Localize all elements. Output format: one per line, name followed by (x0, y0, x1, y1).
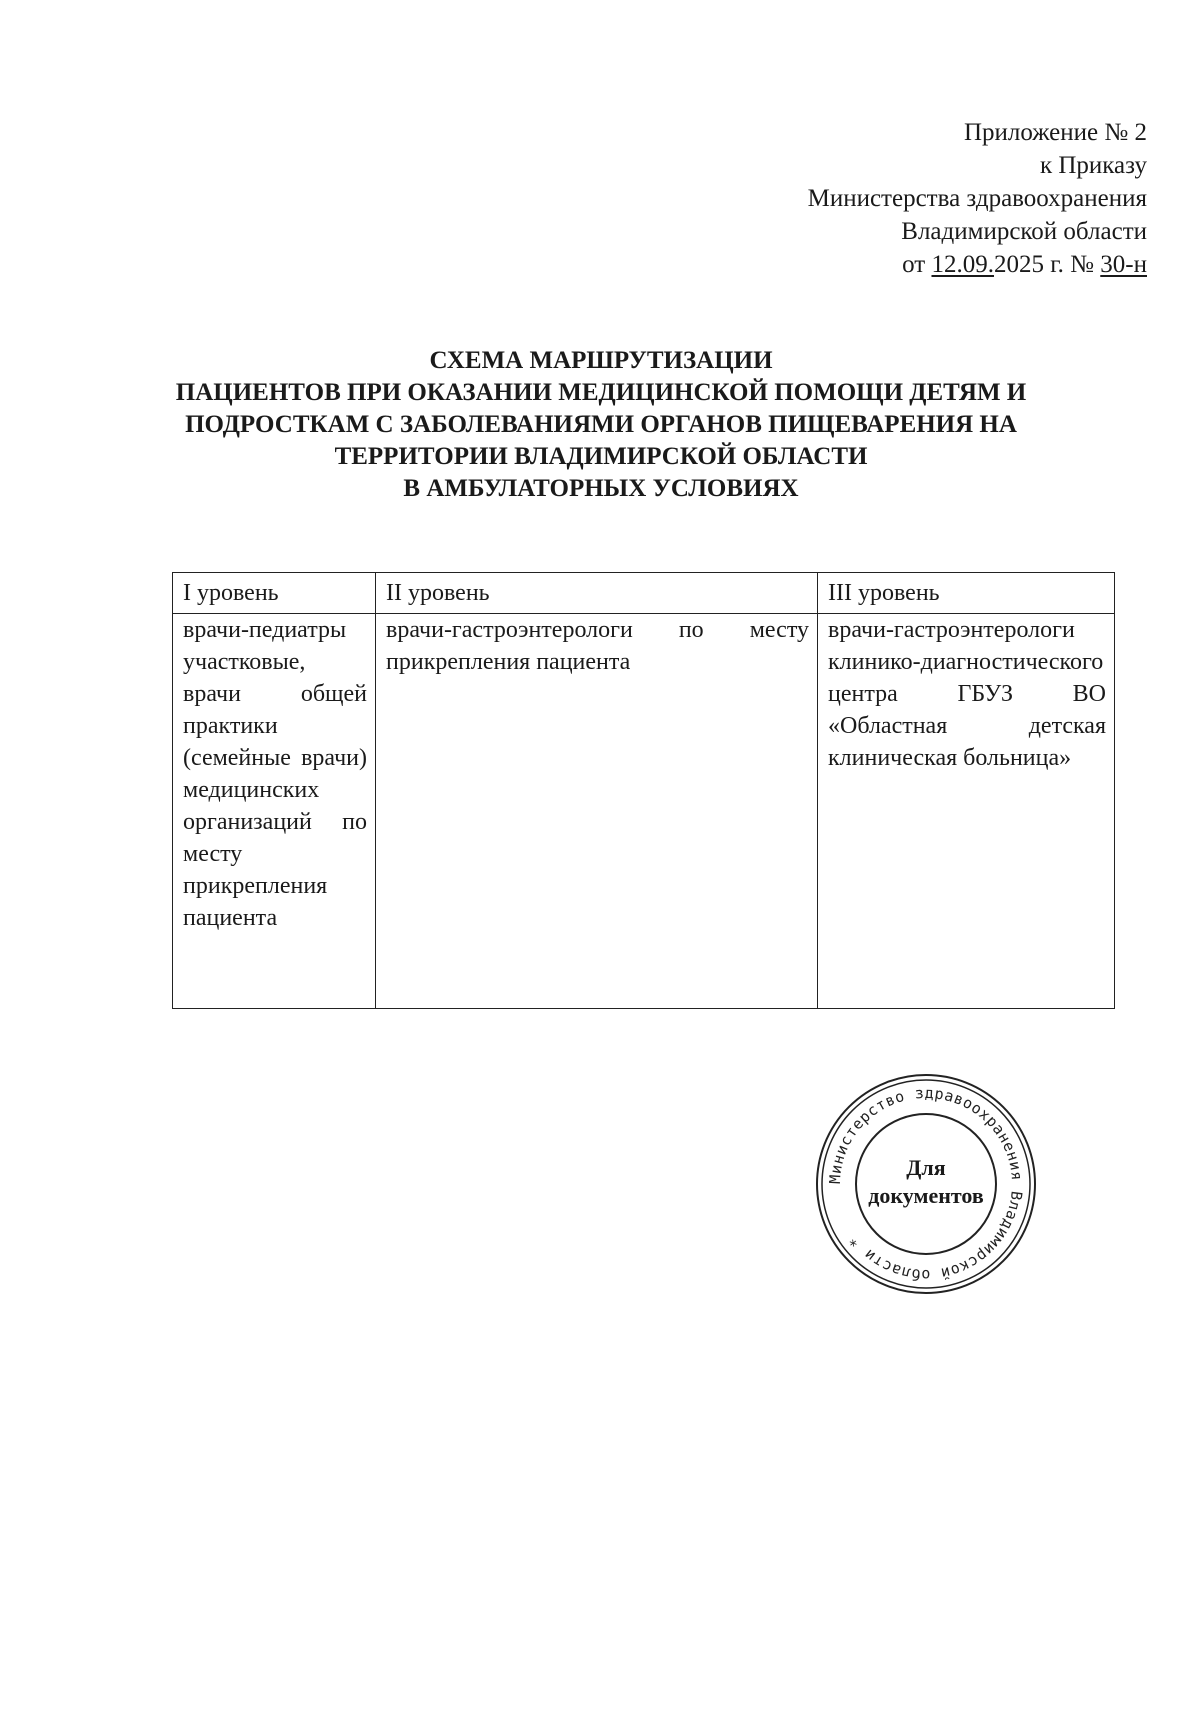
cell-level-1 (173, 614, 376, 1009)
cell-level-2 (376, 614, 818, 1009)
appendix-line-ministry: Министерства здравоохранения (807, 185, 1147, 212)
title-line-1: СХЕМА МАРШРУТИЗАЦИИ (429, 347, 773, 374)
stamp-center-text (814, 1154, 1038, 1210)
appendix-order-number: 30-н (1100, 251, 1147, 278)
title-line-4: ТЕРРИТОРИИ ВЛАДИМИРСКОЙ ОБЛАСТИ (334, 443, 868, 470)
cell-level-2-text: врачи-гастроэнтерологи по месту прикрепления пациента (386, 617, 809, 675)
cell-level-1-text: врачи-педиатры участковые, врачи общей практики (семейные врачи) медицинских организаций по месту прикрепления пациента (183, 617, 367, 931)
title-line-2: ПАЦИЕНТОВ ПРИ ОКАЗАНИИ МЕДИЦИНСКОЙ ПОМОЩИ ДЕТЯМ И (175, 379, 1027, 406)
appendix-line-number: Приложение № 2 (963, 119, 1147, 146)
header-level-3: III уровень (818, 573, 1115, 614)
routing-table (172, 572, 1115, 1009)
document-title (60, 345, 1142, 505)
appendix-date: 12.09. (931, 251, 994, 278)
title-line-3: ПОДРОСТКАМ С ЗАБОЛЕВАНИЯМИ ОРГАНОВ ПИЩЕВАРЕНИЯ НА (185, 411, 1017, 438)
table-row (173, 614, 1115, 1009)
svg-text:Министерство здравоохранения В: Министерство здравоохранения Владимирской области * (825, 1083, 1027, 1285)
appendix-line-date (587, 248, 1147, 281)
appendix-date-prefix: от (902, 251, 932, 278)
title-line-5: В АМБУЛАТОРНЫХ УСЛОВИЯХ (403, 475, 799, 502)
stamp-center-line-1: Для (906, 1155, 946, 1180)
appendix-date-year: 2025 г. № (993, 251, 1101, 278)
cell-level-3-text: врачи-гастроэнтерологи клинико-диагностического центра ГБУЗ ВО «Областная детская клиническая больница» (828, 617, 1106, 771)
appendix-line-order: к Приказу (1039, 152, 1147, 179)
appendix-line-region: Владимирской области (901, 218, 1147, 245)
header-level-2: II уровень (376, 573, 818, 614)
table-header-row (173, 573, 1115, 614)
official-stamp (814, 1072, 1038, 1296)
cell-level-3 (818, 614, 1115, 1009)
header-level-1: I уровень (173, 573, 376, 614)
appendix-header (587, 116, 1147, 281)
stamp-center-line-2: документов (868, 1183, 984, 1208)
